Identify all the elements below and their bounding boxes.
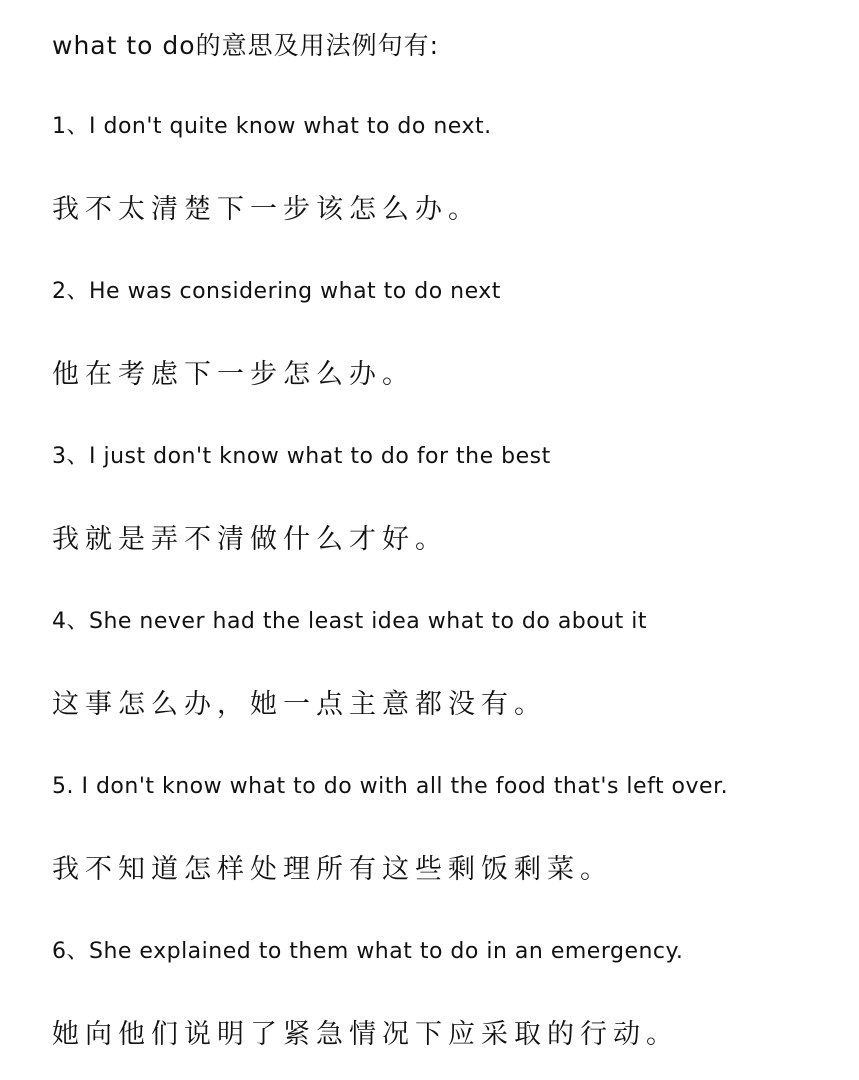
example-3-chinese: 我就是弄不清做什么才好。 (52, 524, 448, 555)
document-title: what to do的意思及用法例句有: (52, 31, 439, 60)
example-2-english: 2、He was considering what to do next (52, 279, 501, 304)
example-6-chinese: 她向他们说明了紧急情况下应采取的行动。 (52, 1019, 679, 1050)
example-3-english: 3、I just don't know what to do for the best (52, 444, 551, 469)
example-4-chinese: 这事怎么办，她一点主意都没有。 (52, 689, 547, 720)
example-4-english: 4、She never had the least idea what to do about it (52, 609, 648, 634)
example-6-english: 6、She explained to them what to do in an emergency. (52, 939, 684, 964)
example-5-english: 5. I don't know what to do with all the food that's left over. (52, 774, 729, 799)
example-5-chinese: 我不知道怎样处理所有这些剩饭剩菜。 (52, 854, 613, 885)
example-2-chinese: 他在考虑下一步怎么办。 (52, 359, 415, 390)
example-1-english: 1、I don't quite know what to do next. (52, 114, 492, 139)
example-1-chinese: 我不太清楚下一步该怎么办。 (52, 194, 481, 225)
